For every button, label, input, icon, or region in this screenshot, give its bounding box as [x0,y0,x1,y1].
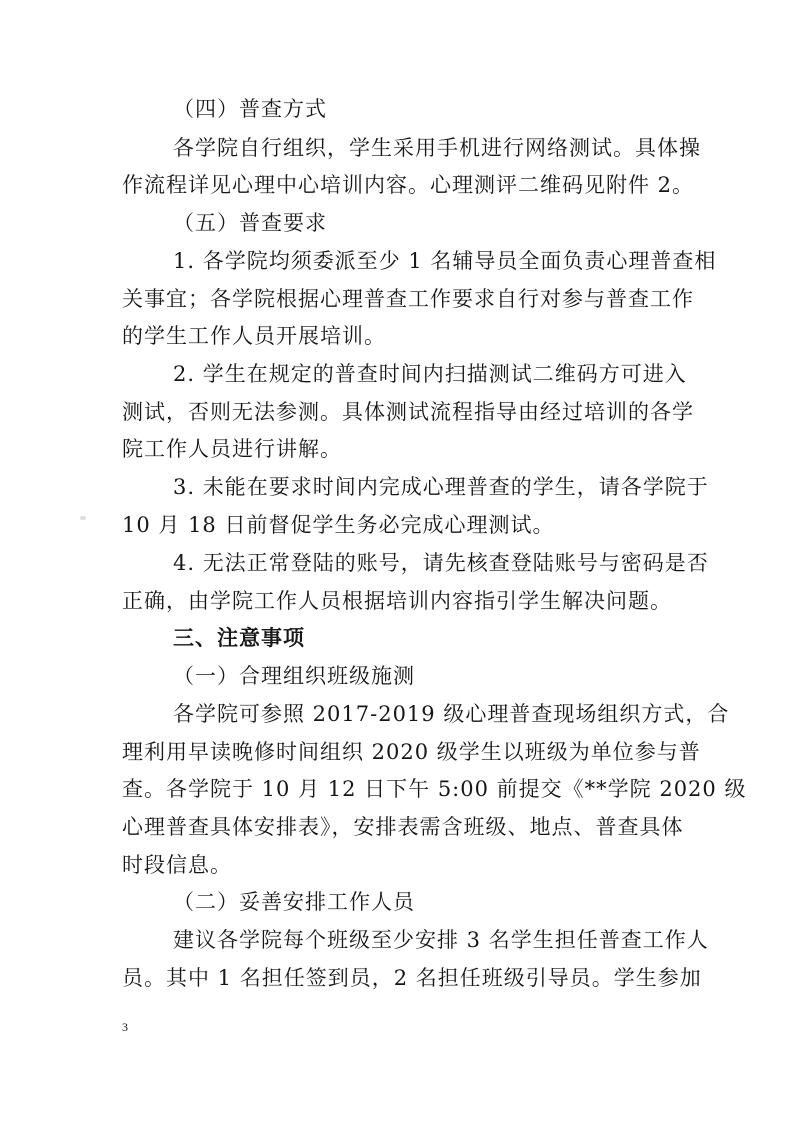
paragraph-line: 各学院可参照 2017-2019 级心理普查现场组织方式，合 [173,702,730,726]
paragraph-line: 建议各学院每个班级至少安排 3 名学生担任普查工作人 [173,928,709,952]
paragraph-line: 2. 学生在规定的普查时间内扫描测试二维码方可进入 [173,362,687,386]
paragraph-line: 10 月 18 日前督促学生务必完成心理测试。 [122,513,555,537]
paragraph-line: 测试，否则无法参测。具体测试流程指导由经过培训的各学 [122,400,694,424]
section-heading-survey-requirements: （五）普查要求 [173,211,327,235]
paragraph-line: 查。各学院于 10 月 12 日下午 5:00 前提交《**学院 2020 级 [122,777,747,801]
paragraph-line: 理利用早读晚修时间组织 2020 级学生以班级为单位参与普 [122,740,701,764]
scan-speck [80,516,86,520]
paragraph-line: 1. 各学院均须委派至少 1 名辅导员全面负责心理普查相 [173,249,717,273]
paragraph-line: 的学生工作人员开展培训。 [122,324,386,348]
paragraph-line: 作流程详见心理中心培训内容。心理测评二维码见附件 2。 [122,173,695,197]
paragraph-line: 心理普查具体安排表》，安排表需含班级、地点、普查具体 [122,815,684,839]
paragraph-line: 院工作人员进行讲解。 [122,437,342,461]
paragraph-line: 4. 无法正常登陆的账号，请先核查登陆账号与密码是否 [173,551,709,575]
paragraph-line: 正确，由学院工作人员根据培训内容指引学生解决问题。 [122,589,672,613]
subsection-heading-class-organization: （一）合理组织班级施测 [173,664,415,688]
subsection-heading-staff-arrangement: （二）妥善安排工作人员 [173,890,415,914]
paragraph-line: 3. 未能在要求时间内完成心理普查的学生，请各学院于 [173,475,709,499]
paragraph-line: 员。其中 1 名担任签到员，2 名担任班级引导员。学生参加 [122,966,702,990]
section-heading-survey-method: （四）普查方式 [173,97,327,121]
paragraph-line: 关事宜；各学院根据心理普查工作要求自行对参与普查工作 [122,287,694,311]
page-number: 3 [122,1020,128,1034]
paragraph-line: 各学院自行组织，学生采用手机进行网络测试。具体操 [173,136,701,160]
section-heading-notes: 三、注意事项 [173,625,305,650]
paragraph-line: 时段信息。 [122,853,232,877]
